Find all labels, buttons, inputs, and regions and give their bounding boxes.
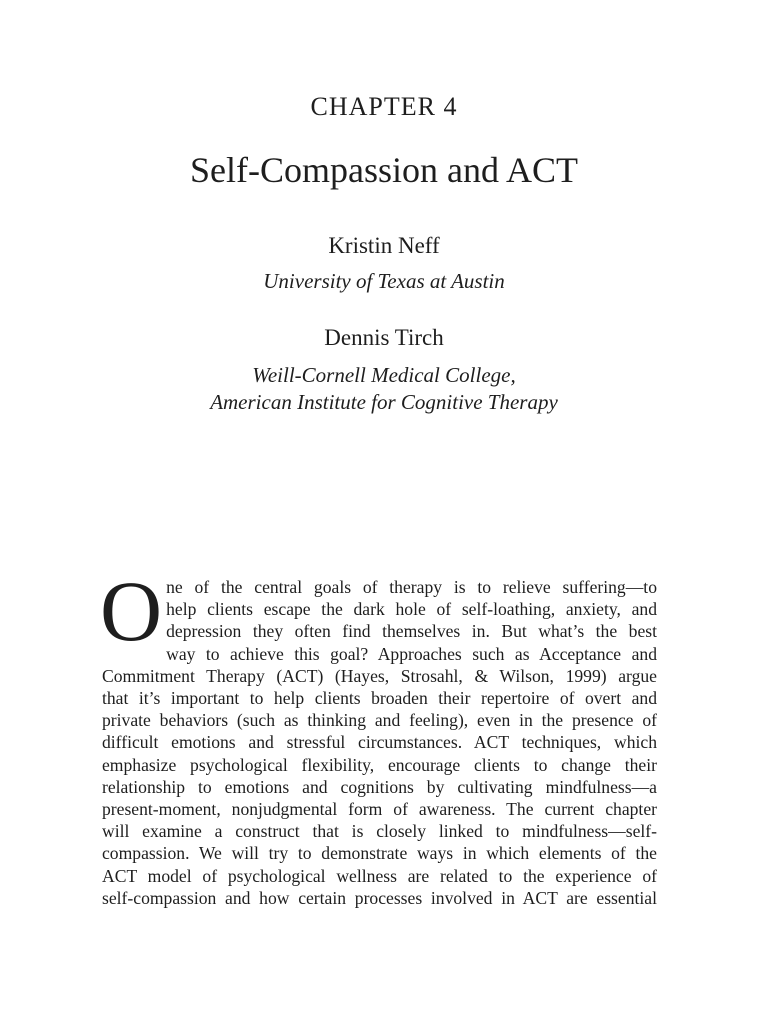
body-line: depression they often find themselves in. But what’s the best <box>166 621 657 642</box>
body-line: Commitment Therapy (ACT) (Hayes, Strosahl, & Wilson, 1999) argue <box>102 665 657 686</box>
body-line: ACT model of psychological wellness are related to the experience of <box>102 865 657 886</box>
author-affiliation: Weill-Cornell Medical College, <box>252 363 516 387</box>
body-line: self-compassion and how certain processes involved in ACT are essential <box>102 887 657 908</box>
author-name: Dennis Tirch <box>324 325 444 350</box>
body-line: way to achieve this goal? Approaches such as Acceptance and <box>166 643 657 664</box>
body-line: will examine a construct that is closely linked to mindfulness—self- <box>102 821 657 842</box>
body-line: difficult emotions and stressful circumstances. ACT techniques, which <box>102 732 657 753</box>
body-line: ne of the central goals of therapy is to relieve suffering—to <box>166 577 657 597</box>
drop-cap: O <box>100 563 163 659</box>
body-line: present-moment, nonjudgmental form of awareness. The current chapter <box>102 799 657 820</box>
author-affiliation: University of Texas at Austin <box>263 269 505 293</box>
body-line: private behaviors (such as thinking and feeling), even in the presence of <box>102 710 657 731</box>
body-line: compassion. We will try to demonstrate ways in which elements of the <box>102 843 657 864</box>
author-affiliation: American Institute for Cognitive Therapy <box>210 390 558 414</box>
author-name: Kristin Neff <box>328 233 440 258</box>
chapter-label: CHAPTER 4 <box>310 92 458 121</box>
body-line: emphasize psychological flexibility, encourage clients to change their <box>102 754 657 775</box>
body-line: help clients escape the dark hole of self-loathing, anxiety, and <box>166 599 657 620</box>
chapter-title: Self-Compassion and ACT <box>190 150 578 190</box>
body-line: that it’s important to help clients broaden their repertoire of overt and <box>102 688 657 709</box>
chapter-body-paragraph <box>100 563 657 909</box>
body-line: relationship to emotions and cognitions by cultivating mindfulness—a <box>102 776 657 797</box>
